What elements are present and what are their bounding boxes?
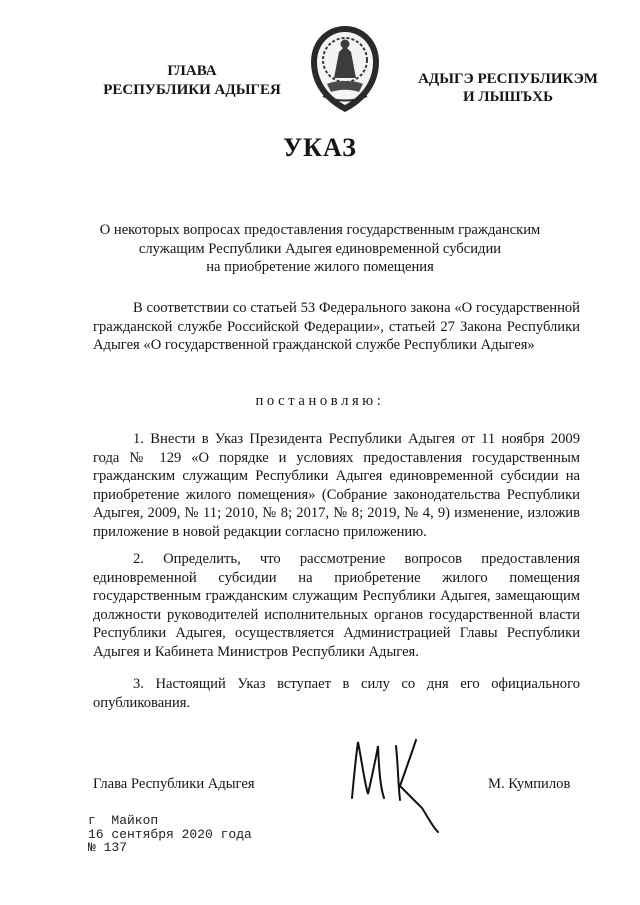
decree-item-1: 1. Внести в Указ Президента Республики Адыгея от 11 ноября 2009 года № 129 «О порядке и условиях предоставления государственным гражданским служащим Республики Адыгея единовременной субсидии на приобретение жилого помещения» (Собрание законодательства Республики Адыгея, 2009, № 11; 2010, № 8; 2017, № 8; 2019, № 4, 9) изменение, изложив приложение в новой редакции согласно приложению. xyxy=(93,431,580,540)
signatory-name: М. Кумпилов xyxy=(488,776,571,792)
preamble-paragraph: В соответствии со статьей 53 Федерального закона «О государственной гражданской службе Российской Федерации», статьей 27 Закона Республики Адыгея «О государственной гражданской службе Республики Адыгея» xyxy=(93,300,580,354)
issuer-adyghe-line-1: АДЫГЭ РЕСПУБЛИКЭМ xyxy=(418,71,598,87)
registration-date: 16 сентября 2020 года xyxy=(88,826,252,842)
handwritten-signature xyxy=(338,728,468,833)
decree-item-2: 2. Определить, что рассмотрение вопросов предоставления единовременной субсидии на приобретение жилого помещения государственным гражданским служащим Республики Адыгея, замещающим должности руководителей исполнительных органов государственной власти Республики Адыгея, осуществляется Администрацией Главы Республики Адыгея и Кабинета Министров Республики Адыгея. xyxy=(93,551,580,660)
coat-of-arms-emblem xyxy=(305,22,385,118)
decree-item-3: 3. Настоящий Указ вступает в силу со дня его официального опубликования. xyxy=(93,676,580,711)
title-line-1: О некоторых вопросах предоставления государственным гражданским xyxy=(99,222,541,238)
registration-city: г Майкоп xyxy=(88,813,159,828)
issuer-header-russian xyxy=(92,62,292,100)
issuer-line-1: ГЛАВА xyxy=(167,63,217,79)
issuer-line-2: РЕСПУБЛИКИ АДЫГЕЯ xyxy=(103,82,281,98)
title-line-3: на приобретение жилого помещения xyxy=(206,259,434,275)
document-type-heading: УКАЗ xyxy=(283,133,357,162)
issuer-header-adyghe xyxy=(393,70,623,106)
signatory-position: Глава Республики Адыгея xyxy=(93,776,255,792)
registration-stamp xyxy=(88,814,252,855)
title-line-2: служащим Республики Адыгея единовременной субсидии xyxy=(138,240,502,257)
issuer-adyghe-line-2: И ЛЫШЪХЬ xyxy=(462,89,554,105)
decree-word: постановляю: xyxy=(255,393,385,409)
registration-number: № 137 xyxy=(88,840,128,855)
document-title xyxy=(95,221,545,277)
